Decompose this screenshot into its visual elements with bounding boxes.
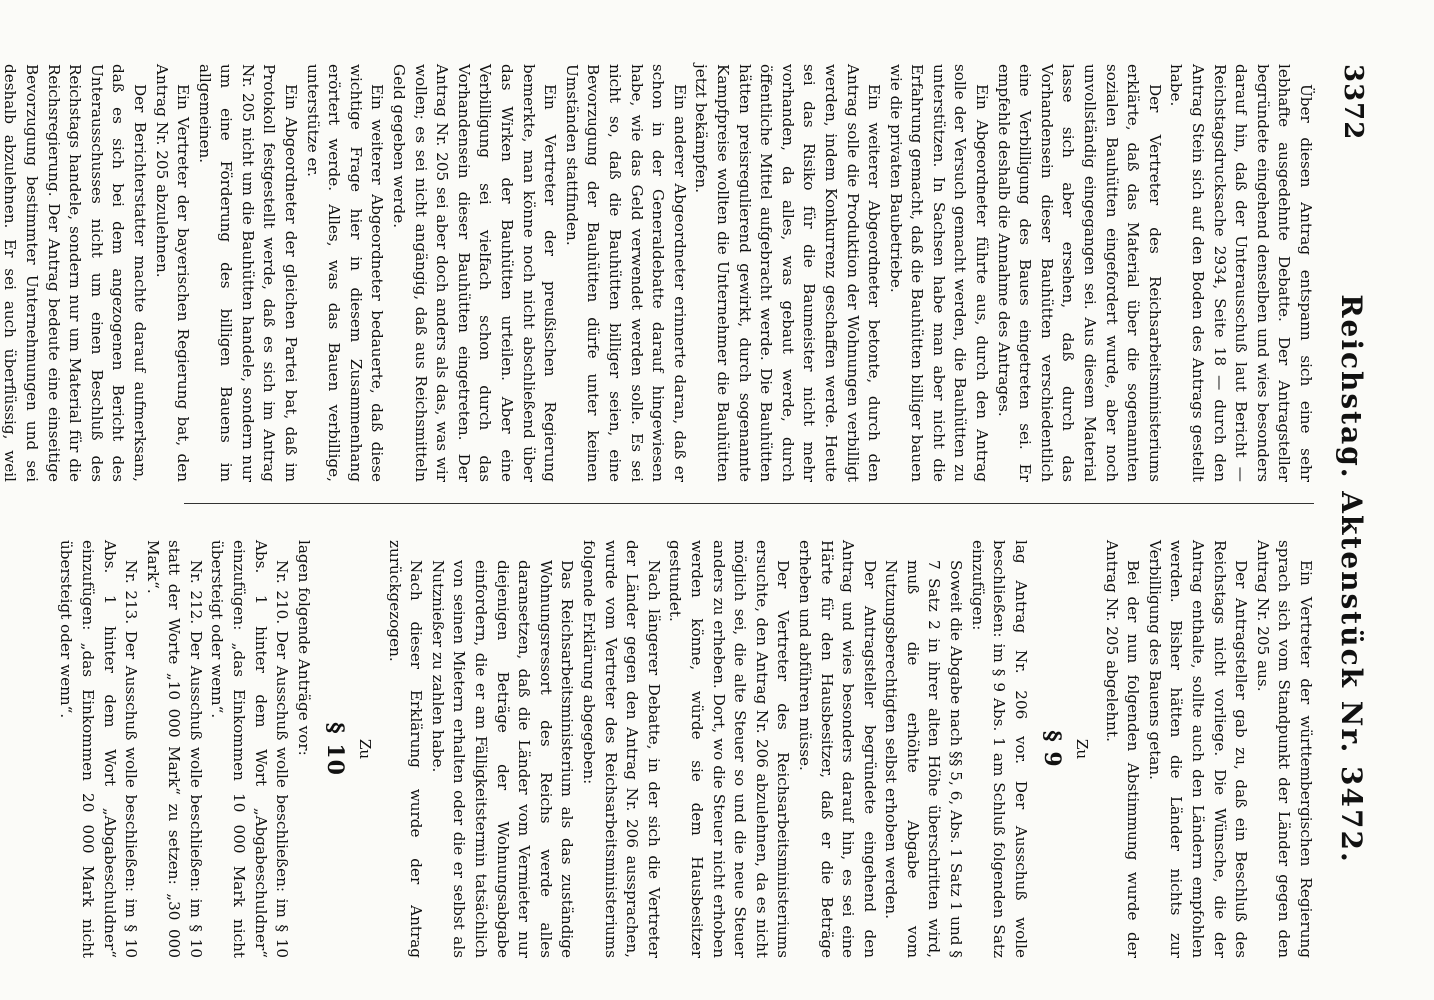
paragraph: Ein Abgeordneter der gleichen Partei bat, daß im Protokoll festgestellt werde, daß es sich im Antrag Nr. 205 nicht um die Bauhütten handele, sondern nur um eine Förderung des billigen Bauens im allgemeinen. xyxy=(195,64,301,482)
quoted-amendment: Soweit die Abgabe nach §§ 5, 6, Abs. 1 Satz 1 und § 7 Satz 2 in ihrer alten Höhe überschritten wird, muß die erhöhte Abgabe vom Nutzungsberechtigten selbst erhoben werden. xyxy=(882,560,966,958)
paragraph: Nach dieser Erklärung wurde der Antrag zurückgezogen. xyxy=(385,540,426,958)
page-header xyxy=(1328,64,1368,944)
section-heading: § 10 xyxy=(322,722,349,776)
right-column xyxy=(40,540,1316,958)
paragraph: Über diesen Antrag entspann sich eine sehr lebhafte ausgedehnte Debatte. Der Antragsteller begründete eingehend denselben und wies besonders darauf hin, daß der Unterausschuß laut Bericht — Reichstagsdrucksache 2934, Seite 18 — durch den Antrag Stein sich auf den Boden des Antrags gestellt habe. xyxy=(1167,64,1315,482)
paragraph: Ein Vertreter der württembergischen Regierung sprach sich vom Standpunkt der Länder gegen den Antrag Nr. 205 aus. xyxy=(1253,540,1315,958)
section-intro: Zu xyxy=(1073,738,1092,760)
paragraph: Der Antragsteller gab zu, daß ein Beschluß des Reichstags nicht vorliege. Die Wünsche, die der Antrag enthalte, sollte auch den Ländern empfohlen werden. Bisher hätten die Länder nichts zur Verbilligung des Bauens getan. xyxy=(1145,540,1251,958)
paragraph: lag Antrag Nr. 206 vor. Der Ausschuß wolle beschließen: im § 9 Abs. 1 am Schluß folgenden Satz einzufügen: xyxy=(968,540,1030,958)
paragraph: Ein Vertreter der bayerischen Regierung bat, den Antrag Nr. 205 abzulehnen. xyxy=(152,64,193,482)
paragraph: Ein weiterer Abgeordneter betonte, durch den Antrag solle die Produktion der Wohnungen verbilligt werden, indem Konkurrenz geschaffen werde. Heute sei das Risiko für die Baumeister nicht mehr vorhanden, da alles, was gebaut werde, durch öffentliche Mittel aufgebracht werde. Die Bauhütten hätten preisregulierend gewirkt, durch sogenannte Kampfpreise wollten die Unternehmer die Bauhütten jetzt bekämpfen. xyxy=(692,64,884,482)
paragraph: Ein Abgeordneter führte aus, durch den Antrag solle der Versuch gemacht werden, die Bauhütten zu unterstützen. In Sachsen habe man aber nicht die Erfahrung gemacht, daß die Bauhütten billiger bauen wie die privaten Baubetriebe. xyxy=(886,64,992,482)
paragraph: lagen folgende Anträge vor: xyxy=(294,540,313,756)
page-title: Reichstag. Aktenstück Nr. 3472. xyxy=(1335,294,1368,864)
motion-item: Nr. 213. Der Ausschuß wolle beschließen: im § 10 Abs. 1 hinter dem Wort „Abgabeschuldner“ einzufügen: „das Einkommen 20 000 Mark nicht übersteigt oder wenn“. xyxy=(57,540,141,958)
paragraph: Nach längerer Debatte, in der sich die Vertreter der Länder gegen den Antrag Nr. 206 aussprachen, wurde vom Vertreter des Reichsarbeitsministeriums folgende Erklärung abgegeben: xyxy=(580,540,663,958)
paragraph: Der Berichterstatter machte darauf aufmerksam, daß es sich bei dem angezogenen Bericht des Unterausschusses nicht um einen Beschluß des Reichstags handele, sondern nur um Material für die Reichsregierung. Der Antrag bedeute eine einseitige Bevorzugung bestimmter Unternehmungen und sei deshalb abzulehnen. Er sei auch überflüssig, weil xyxy=(1,64,149,482)
paragraph: Der Vertreter des Reichsarbeitsministeriums ersuchte, den Antrag Nr. 206 abzulehnen, da es nicht möglich sei, die alte Steuer so und die neue Steuer anders zu erheben. Dort, wo die Steuer nicht erhoben werden könne, würde sie dem Hausbesitzer gestundet. xyxy=(666,540,793,958)
section-intro: Zu xyxy=(356,738,375,760)
motion-item: Nr. 210. Der Ausschuß wolle beschließen: im § 10 Abs. 1 hinter dem Wort „Abgabeschuldner“ einzufügen: „das Einkommen 10 000 Mark nicht übersteigt oder wenn“. xyxy=(208,540,292,958)
page-number: 3372 xyxy=(1338,64,1368,141)
column-divider xyxy=(184,503,1314,504)
quoted-declaration: Das Reichsarbeitsministerium als das zuständige Wohnungsressort des Reichs werde alles daransetzen, daß die Länder vom Vermieter nur diejenigen Beträge der Wohnungsabgabe einfordern, die er am Fälligkeitstermin tatsächlich von seinen Mietern erhalten oder die er selbst als Nutznießer zu zahlen habe. xyxy=(428,560,577,958)
paragraph: Der Vertreter des Reichsarbeitsministeriums erklärte, daß das Material über die sogenannten sozialen Bauhütten eingefordert wurde, aber noch unvollständig eingegangen sei. Aus diesem Material lasse sich aber ersehen, daß durch das Vorhandensein dieser Bauhütten verschiedentlich eine Verbilligung des Baues eingetreten sei. Er empfehle deshalb die Annahme des Antrages. xyxy=(994,64,1164,482)
paragraph: Bei der nun folgenden Abstimmung wurde der Antrag Nr. 205 abgelehnt. xyxy=(1102,540,1143,958)
motion-item: Nr. 212. Der Ausschuß wolle beschließen: im § 10 statt der Worte „10 000 Mark“ zu setzen: „30 000 Mark“. xyxy=(143,540,205,958)
paragraph: Ein weiterer Abgeordneter bedauerte, daß diese wichtige Frage hier in diesem Zusammenhang erörtert werde. Alles, was das Bauen verbillige, unterstütze er. xyxy=(303,64,387,482)
paragraph: Ein anderer Abgeordneter erinnerte daran, daß er schon in der Generaldebatte darauf hingewiesen habe, wie das Geld verwendet werden solle. Es sei nicht so, daß die Bauhütten billiger seien, eine Bevorzugung der Bauhütten dürfe unter keinen Umständen stattfinden. xyxy=(562,64,689,482)
section-heading: § 9 xyxy=(1039,730,1066,768)
left-column xyxy=(1,64,1316,482)
paragraph: Ein Vertreter der preußischen Regierung bemerkte, man könne noch nicht abschließend über das Wirken der Bauhütten urteilen. Aber eine Verbilligung sei vielfach schon durch das Vorhandensein dieser Bauhütten eingetreten. Der Antrag Nr. 205 sei aber doch anders als das, was wir wollen; es sei nicht angängig, daß aus Reichsmitteln Geld gegeben werde. xyxy=(390,64,560,482)
paragraph: Der Antragsteller begründete eingehend den Antrag und wies besonders darauf hin, es sei eine Härte für den Hausbesitzer, daß er die Beträge erheben und abführen müsse. xyxy=(795,540,879,958)
